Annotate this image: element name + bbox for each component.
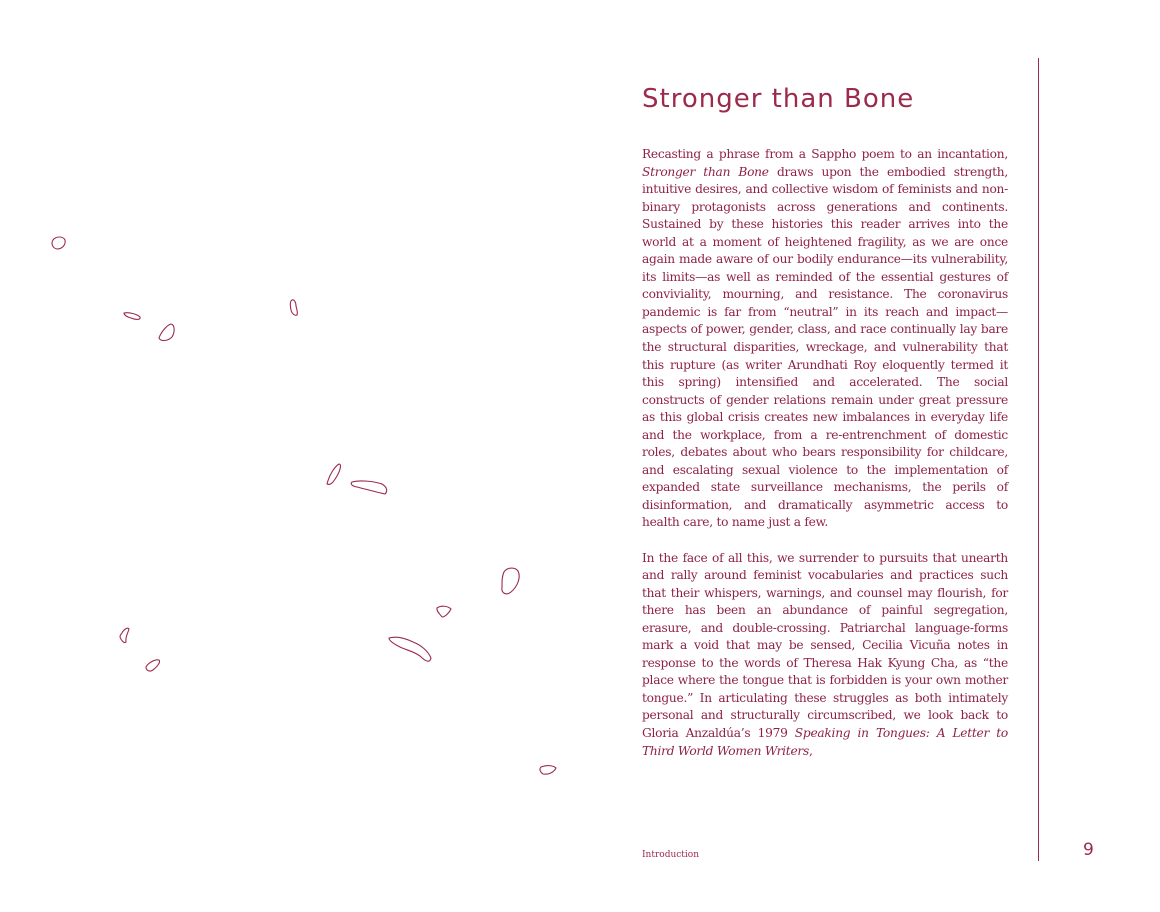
- bone-fragment: [52, 237, 65, 249]
- paragraph-1-text-b: draws upon the embodied strength, intuitive desires, and collective wisdom of feminists and non-binary protagonists across generations and continents. Sustained by these histories this reader arrives into the world at a moment of heightened fragility, as we are once again made aware of our bodily endurance—its vulnerability, its limits—as well as reminded of the essential gestures of conviviality, mourning, and resistance. The coronavirus pandemic is far from “neutral” in its reach and impact—aspects of power, gender, class, and race continually lay bare the structural disparities, wreckage, and vulnerability that this rupture (as writer Arundhati Roy eloquently termed it this spring) intensified and accelerated. The social constructs of gender relations remain under great pressure as this global crisis creates new imbalances in everyday life and the workplace, from a re-entrenchment of domestic roles, debates about who bears responsibility for childcare, and escalating sexual violence to the implementation of expanded state surveillance mechanisms, the perils of disinformation, and dramatically asymmetric access to health care, to name just a few.: [642, 164, 1008, 530]
- paragraph-1-book-title: Stronger than Bone: [642, 164, 769, 179]
- paragraph-2-book-title: Speaking in Tongues: A Letter to Third World Women Writers: [642, 726, 1009, 758]
- bone-fragment: [389, 637, 431, 661]
- bone-fragment: [146, 660, 160, 671]
- bone-fragment: [540, 766, 556, 775]
- paragraph-2-text-b: ,: [809, 743, 813, 758]
- paragraph-1-text-a: Recasting a phrase from a Sappho poem to an incantation,: [642, 147, 1008, 161]
- page-number: 9: [1083, 840, 1094, 860]
- bone-fragment: [351, 481, 386, 494]
- paragraph-1: [642, 146, 1008, 532]
- section-label: Introduction: [642, 850, 699, 860]
- vertical-divider: [1038, 58, 1039, 861]
- bone-fragment: [437, 606, 451, 617]
- paragraph-2-text-a: In the face of all this, we surrender to pursuits that unearth and rally around feminist vocabularies and practices such that their whispers, warnings, and counsel may flourish, for there has been an abundance of painful segregation, erasure, and double-crossing. Patriarchal language-forms mark a void that may be sensed, Cecilia Vicuña notes in response to the words of Theresa Hak Kyung Cha, as “the place where the tongue that is forbidden is your own mother tongue.” In articulating these struggles as both intimately personal and structurally circumscribed, we look back to Gloria Anzaldúa’s 1979: [642, 550, 1008, 740]
- bone-fragment: [327, 464, 340, 484]
- bone-fragment: [124, 313, 140, 320]
- paragraph-2: [642, 550, 1008, 761]
- bone-fragment: [290, 300, 297, 315]
- bone-fragment: [120, 628, 129, 642]
- page-title: Stronger than Bone: [642, 84, 915, 114]
- bone-fragment: [159, 324, 174, 341]
- body-text: [642, 146, 1008, 778]
- bone-fragment: [502, 568, 519, 594]
